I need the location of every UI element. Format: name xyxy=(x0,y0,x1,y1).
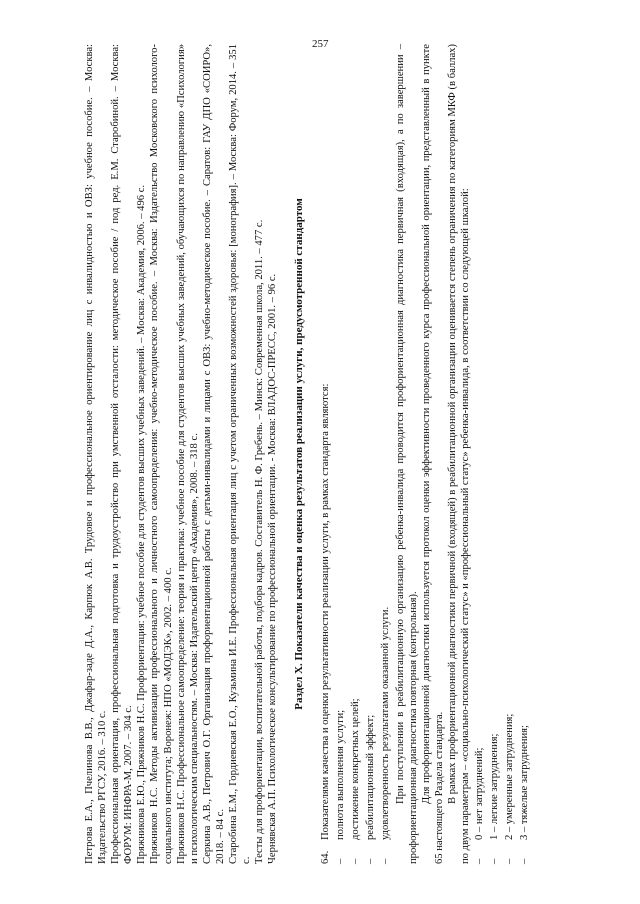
dash-marker: – xyxy=(503,858,515,864)
rotated-page xyxy=(15,12,625,892)
dash-marker: – xyxy=(518,858,530,864)
scale-item: 3 – тяжелые затруднения; xyxy=(518,725,530,840)
item-text: Показателями качества и оценки результативности реализации услуги, в рамках стандарта являются: xyxy=(319,383,331,840)
dash-marker: – xyxy=(364,858,376,864)
item-64 xyxy=(319,44,392,864)
reference-item: Тесты для профориентации, воспитательной работы, подбора кадров. Составитель Н. Ф. Гребень. – Минск: Современная школа, 2011. – 477 с. xyxy=(254,219,266,864)
bullet-text: удовлетворенность результатами оказанной услуги. xyxy=(379,606,391,840)
dash-marker: – xyxy=(334,858,346,864)
reference-item: Профессиональная ориентация, профессиональная подготовка и трудоустройство при умственной отсталости: методическое пособие / под ред. Е.М. Старобиной. – Москва: ФОРУМ: ИНФРА-М, 2007. – 304 с. xyxy=(110,44,135,864)
body-paragraph: В рамках профориентационной диагностики первичной (входящей) в реабилитационной организации оценивается степень ограничения по категориям МКФ (в баллах) по двум параметрам – «социально-психологический статус» и «профессиональный статус» ребенка-инвалида, в соответствии со следующей шкалой: xyxy=(447,44,472,864)
page-content xyxy=(83,44,533,864)
bullet-text: реабилитационный эффект; xyxy=(364,714,376,840)
item-number: 64. xyxy=(319,850,331,864)
section-title: Раздел X. Показатели качества и оценка результатов реализации услуги, предусмотренной стандартом xyxy=(293,198,306,710)
reference-item: Серкина А.В., Петрович О.Г. Организация профориентационной работы с детьми-инвалидами и лицами с ОВЗ: учебно-методическое пособие. – Саратов: ГАУ ДПО «СОИРО», 2018. – 84 с. xyxy=(201,44,226,864)
scale-list xyxy=(473,44,531,864)
scale-item: 1 – легкие затруднения; xyxy=(488,733,500,840)
dash-marker: – xyxy=(379,858,391,864)
scale-item: 0 – нет затруднений; xyxy=(473,747,485,840)
dash-marker: – xyxy=(349,858,361,864)
dash-marker: – xyxy=(473,858,485,864)
page-number: 257 xyxy=(311,38,329,50)
scale-item: 2 – умеренные затруднения; xyxy=(503,713,515,840)
bullet-text: полнота выполнения услуги; xyxy=(334,709,346,840)
reference-item: Старобина Е.М., Гордиевская Е.О., Кузьмина И.Е. Профессиональная ориентация лиц с учетом ограниченных возможностей здоровья: [монография]. – Москва: Форум, 2014. – 351 с. xyxy=(228,44,253,864)
body-paragraph: Для профориентационной диагностики используется протокол оценки эффективности проведенного курса профессиональной ориентации, представленный в пункте 65 настоящего Раздела стандарта. xyxy=(421,44,446,864)
reference-item: Чернявская А.П. Психологическое консультирование по профессиональной ориентации. - Москва: ВЛАДОС-ПРЕСС, 2001. – 96 с. xyxy=(267,273,279,864)
dash-marker: – xyxy=(488,858,500,864)
bullet-text: достижение конкретных целей; xyxy=(349,698,361,840)
reference-list xyxy=(83,44,279,864)
reference-item: Петрова Е.А., Пчелинова В.В., Джафар-заде Д.А., Карпюк А.В. Трудовое и профессиональное ориентирование лиц с инвалидностью и ОВЗ: учебное пособие. – Москва: Издательство РГСУ, 2016. – 310 с. xyxy=(84,44,109,864)
reference-item: Пряжникова Е.Ю., Пряжников Н.С. Профориентация: учебное пособие для студентов высших учебных заведений. – Москва: Академия, 2006. – 496 с. xyxy=(136,184,148,864)
reference-item: Пряжников Н.С. Методы активизации профессионального и личностного самоопределения: учебно-методическое пособие. – Москва: Издательство Московского психолого-социального института; Воронеж: НПО «МОДЭК», 2002. – 400 с. xyxy=(149,44,174,864)
reference-item: Пряжников Н.С. Профессиональное самоопределение: теория и практика: учебное пособие для студентов высших учебных заведений, обучающихся по направлению «Психология» и психологическим специальностям. – Москва: Издательский центр «Академия», 2008. – 318 с. xyxy=(175,44,200,864)
body-paragraph: При поступлении в реабилитационную организацию ребенка-инвалида проводится профориентационная диагностика первичная (входящая), а по завершении – профориентационная диагностика повторная (контрольная). xyxy=(394,44,420,864)
